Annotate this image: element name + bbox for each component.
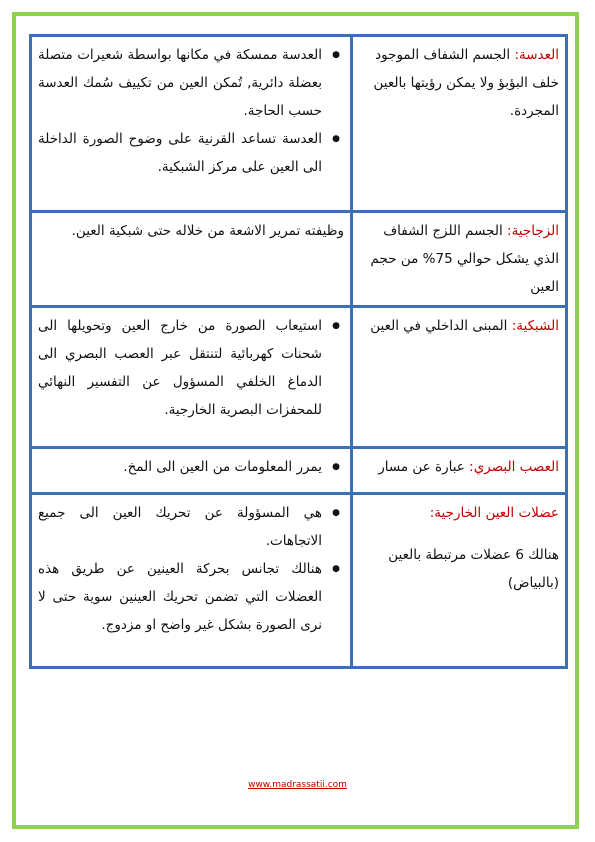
description-cell xyxy=(31,494,352,668)
description-cell xyxy=(31,307,352,448)
term-definition: الجسم الشفاف الموجود خلف البؤبؤ ولا يمكن رؤيتها بالعين المجردة. xyxy=(373,47,559,119)
term-cell xyxy=(352,494,567,668)
list-item: ● يمرر المعلومات من العين الى المخ. xyxy=(38,453,322,481)
term-label: عضلات العين الخارجية: xyxy=(429,505,559,521)
term-cell xyxy=(352,448,567,494)
table-row xyxy=(31,36,567,212)
term-cell xyxy=(352,307,567,448)
bullet-list xyxy=(38,499,344,639)
term-definition: عبارة عن مسار xyxy=(378,459,465,475)
term-cell xyxy=(352,212,567,307)
eye-parts-table xyxy=(29,34,568,669)
list-item: ● العدسة ممسكة في مكانها بواسطة شعيرات متصلة بعضلة دائرية, تُمكن العين من تكييف سُمك العدسة حسب الحاجة. xyxy=(38,41,322,125)
bullet-list xyxy=(38,41,344,181)
description-text: وظيفته تمرير الاشعة من خلاله حتى شبكية العين. xyxy=(71,223,344,239)
term-label: الشبكية: xyxy=(511,318,559,334)
term-definition: المبنى الداخلي في العين xyxy=(370,318,508,334)
description-cell xyxy=(31,36,352,212)
description-cell xyxy=(31,448,352,494)
list-item: ● العدسة تساعد القرنية على وضوح الصورة الداخلة الى العين على مركز الشبكية. xyxy=(38,125,322,181)
list-item: ● هي المسؤولة عن تحريك العين الى جميع الاتجاهات. xyxy=(38,499,322,555)
list-item: ● هنالك تجانس بحركة العينين عن طريق هذه العضلات التي تضمن تحريك العينين سوية حتى لا نرى الصورة بشكل غير واضح او مزدوج. xyxy=(38,555,322,639)
table-row xyxy=(31,307,567,448)
table-row xyxy=(31,212,567,307)
term-cell xyxy=(352,36,567,212)
term-label: العصب البصري: xyxy=(469,459,559,475)
list-item: ● استيعاب الصورة من خارج العين وتحويلها الى شحنات كهربائية لتنتقل عبر العصب البصري الى الدماغ الخلفي المسؤول عن التفسير النهائي للمحفزات البصرية الخارجية. xyxy=(38,312,322,424)
footer-link[interactable]: www.madrassatii.com xyxy=(248,780,347,790)
term-label: الزجاجية: xyxy=(507,223,559,239)
bullet-list xyxy=(38,312,344,424)
term-label: العدسة: xyxy=(514,47,559,63)
table-row xyxy=(31,494,567,668)
term-definition: الجسم اللزج الشفاف الذي يشكل حوالي 75% من حجم العين xyxy=(370,223,559,295)
bullet-list xyxy=(38,453,344,481)
term-definition: هنالك 6 عضلات مرتبطة بالعين (بالبياض) xyxy=(388,547,559,591)
table-row xyxy=(31,448,567,494)
description-cell xyxy=(31,212,352,307)
